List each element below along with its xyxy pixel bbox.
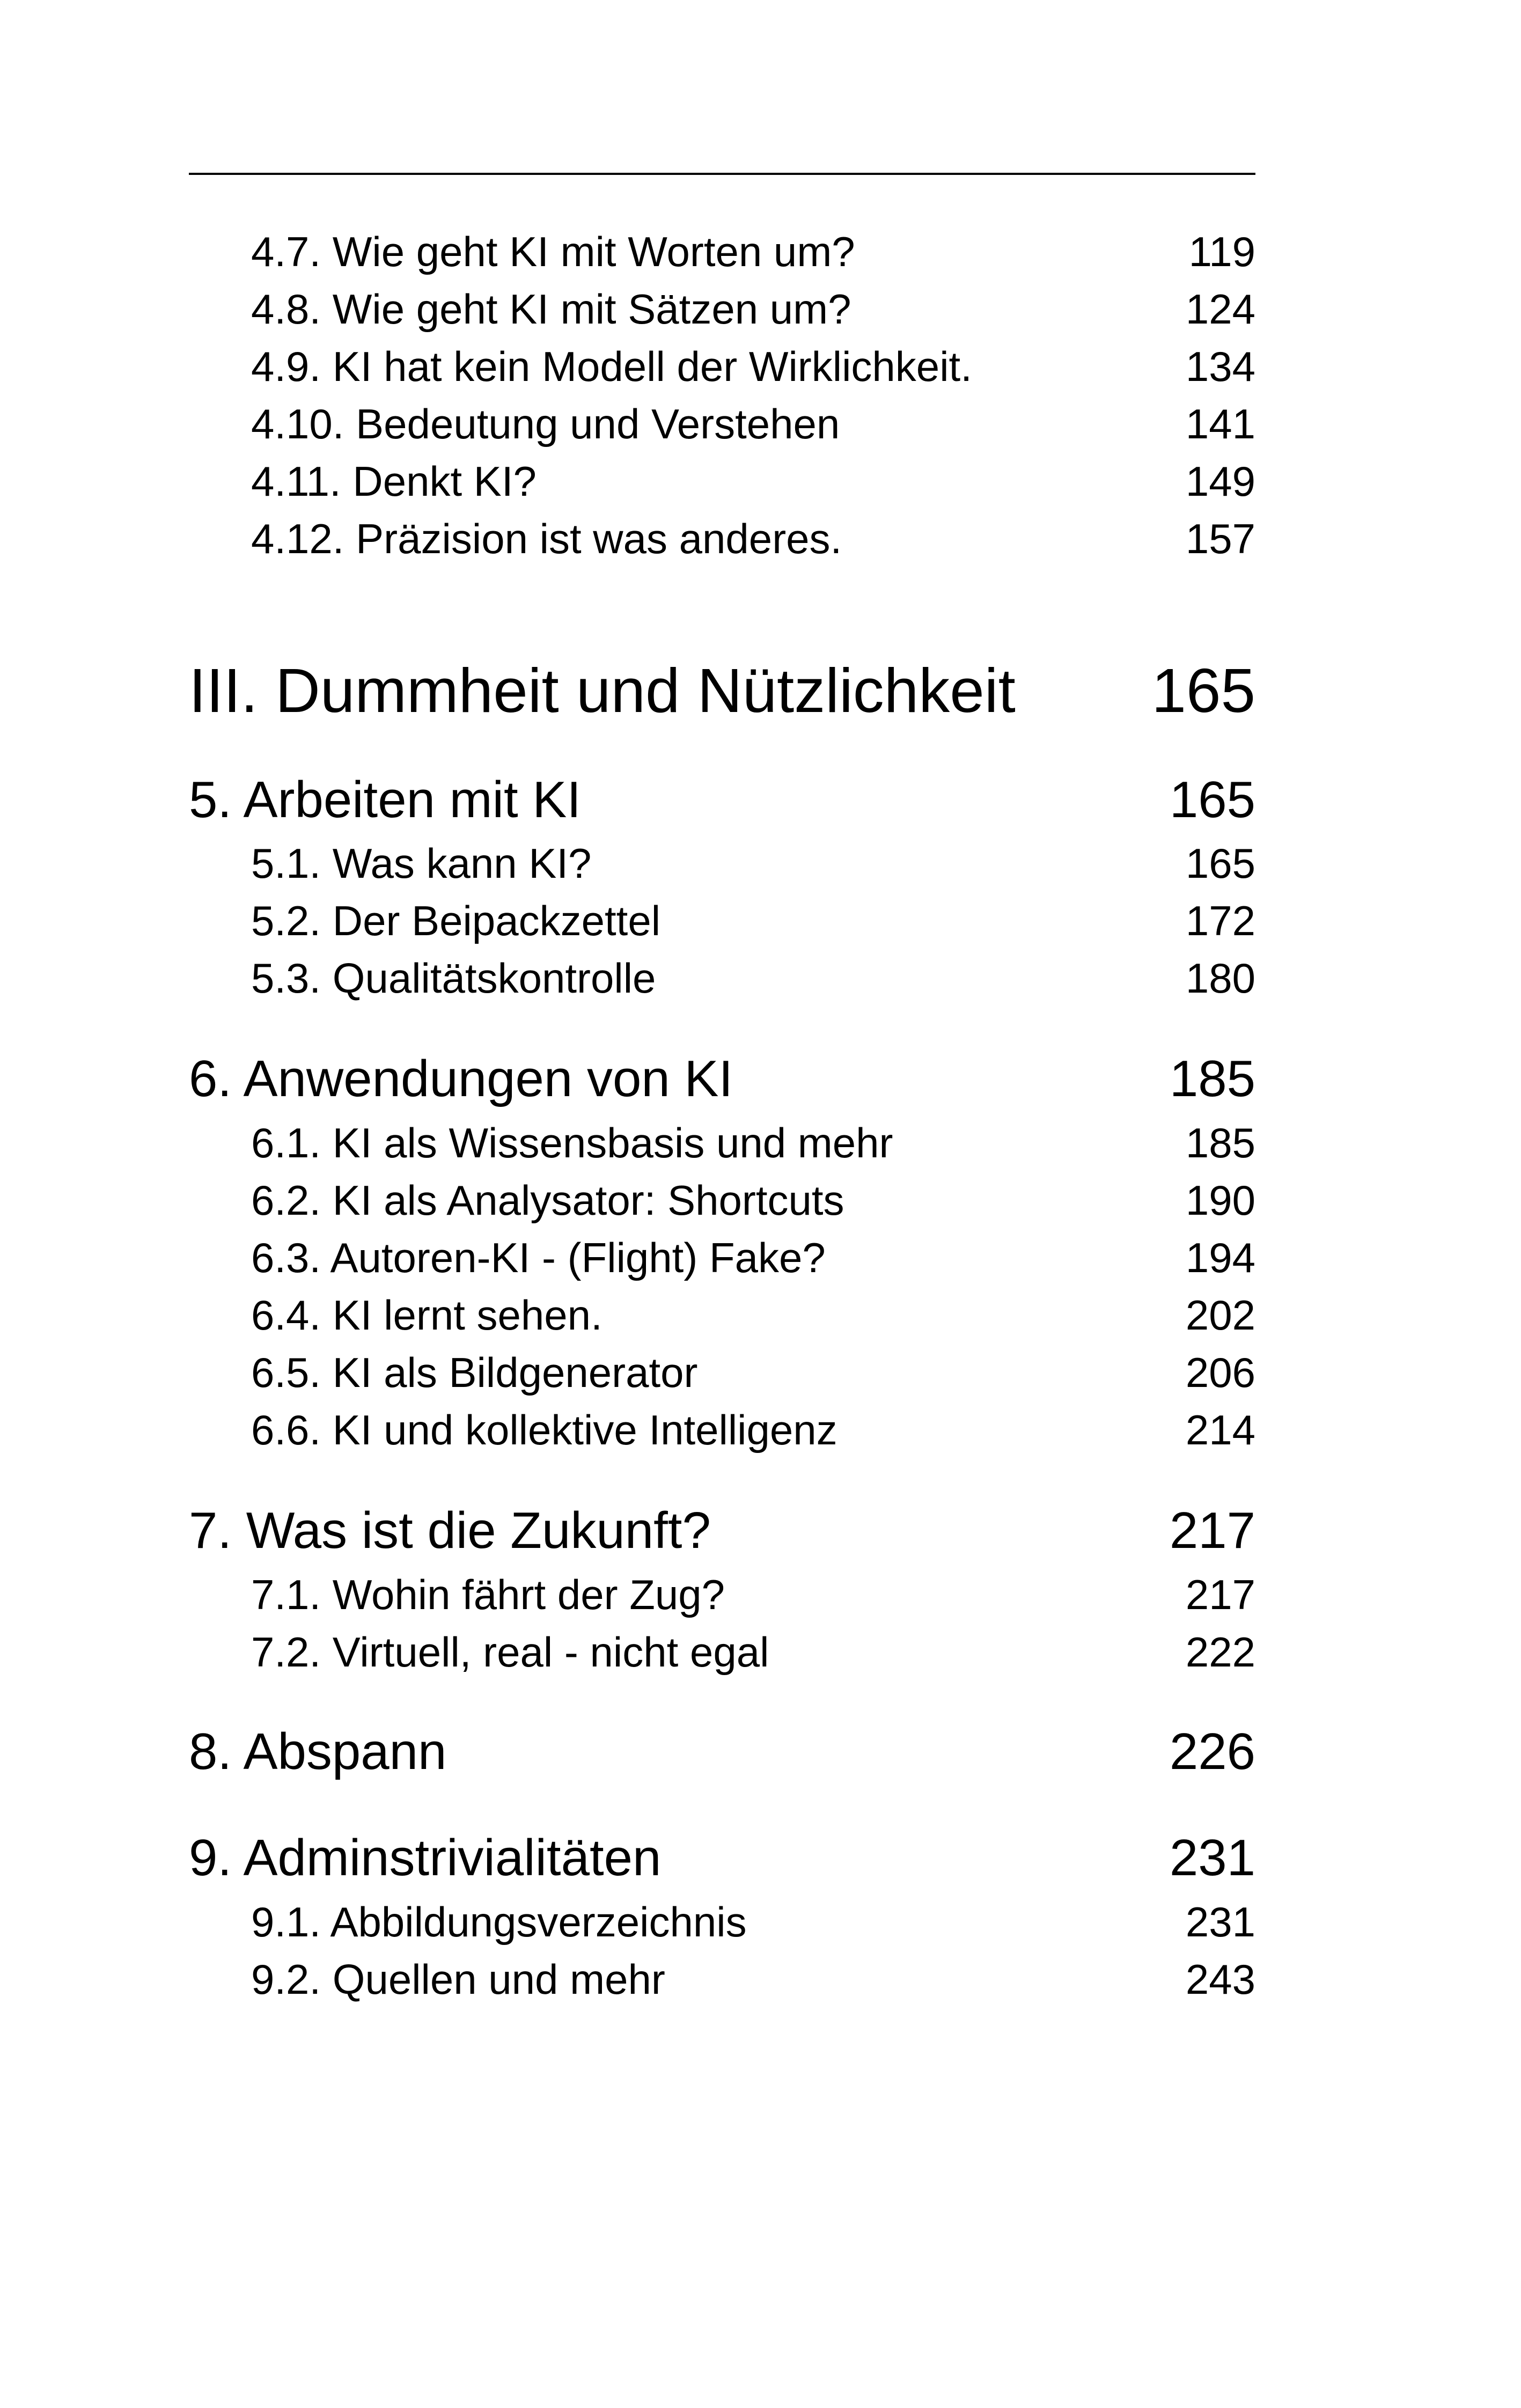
toc-chapter-6[interactable] — [189, 1049, 1255, 1108]
toc-entry-title: 7.1. Wohin fährt der Zug? — [251, 1571, 725, 1618]
toc-entry-title: 4.9. KI hat kein Modell der Wirklichkeit. — [251, 343, 972, 390]
toc-part-title: III. Dummheit und Nützlichkeit — [189, 656, 1016, 725]
toc-entry-page: 134 — [1185, 343, 1255, 390]
toc-entry-page: 222 — [1185, 1628, 1255, 1676]
toc-entry-7-1[interactable] — [189, 1570, 1255, 1619]
toc-entry-title: 6.2. KI als Analysator: Shortcuts — [251, 1177, 844, 1224]
toc-entry-5-3[interactable] — [189, 954, 1255, 1003]
toc-entry-title: 9.1. Abbildungsverzeichnis — [251, 1898, 747, 1946]
toc-entry-page: 243 — [1185, 1956, 1255, 2003]
toc-entry-9-2[interactable] — [189, 1955, 1255, 2004]
toc-entry-title: 4.11. Denkt KI? — [251, 458, 537, 505]
header-rule — [189, 173, 1255, 175]
toc-entry-title: 4.8. Wie geht KI mit Sätzen um? — [251, 285, 851, 333]
toc-chapter-page: 231 — [1169, 1829, 1255, 1886]
toc-chapter-page: 217 — [1169, 1502, 1255, 1559]
toc-entry-page: 190 — [1185, 1177, 1255, 1224]
toc-entry-6-2[interactable] — [189, 1176, 1255, 1225]
toc-entry-6-6[interactable] — [189, 1406, 1255, 1455]
toc-entry-page: 202 — [1185, 1291, 1255, 1339]
toc-entry-4-7[interactable] — [189, 227, 1255, 276]
toc-entry-title: 5.3. Qualitätskontrolle — [251, 955, 656, 1002]
toc-entry-6-3[interactable] — [189, 1234, 1255, 1282]
toc-entry-page: 141 — [1185, 400, 1255, 447]
toc-chapter-page: 226 — [1169, 1723, 1255, 1780]
toc-chapter-page: 185 — [1169, 1050, 1255, 1107]
toc-entry-page: 119 — [1188, 228, 1255, 275]
toc-entry-4-11[interactable] — [189, 457, 1255, 506]
toc-chapter-title: 7. Was ist die Zukunft? — [189, 1502, 711, 1559]
toc-entry-title: 9.2. Quellen und mehr — [251, 1956, 665, 2003]
toc-entry-page: 172 — [1185, 897, 1255, 944]
toc-chapter-title: 6. Anwendungen von KI — [189, 1050, 733, 1107]
toc-entry-7-2[interactable] — [189, 1628, 1255, 1677]
toc-entry-page: 124 — [1185, 285, 1255, 333]
toc-entry-page: 165 — [1185, 840, 1255, 887]
toc-entry-4-10[interactable] — [189, 400, 1255, 449]
toc-entry-5-1[interactable] — [189, 839, 1255, 888]
toc-chapter-9[interactable] — [189, 1829, 1255, 1888]
toc-entry-page: 231 — [1185, 1898, 1255, 1946]
toc-entry-title: 6.5. KI als Bildgenerator — [251, 1349, 698, 1396]
toc-chapter-title: 9. Adminstrivialitäten — [189, 1829, 662, 1886]
toc-entry-4-9[interactable] — [189, 342, 1255, 391]
toc-entry-title: 6.4. KI lernt sehen. — [251, 1291, 602, 1339]
toc-entry-title: 6.3. Autoren-KI - (Flight) Fake? — [251, 1234, 826, 1281]
toc-chapter-8[interactable] — [189, 1722, 1255, 1781]
toc-entry-page: 157 — [1185, 515, 1255, 562]
toc-entry-4-12[interactable] — [189, 515, 1255, 563]
toc-entry-9-1[interactable] — [189, 1898, 1255, 1947]
toc-entry-page: 149 — [1185, 458, 1255, 505]
toc-entry-page: 214 — [1185, 1406, 1255, 1453]
toc-entry-4-8[interactable] — [189, 285, 1255, 334]
toc-entry-title: 4.12. Präzision ist was anderes. — [251, 515, 842, 562]
toc-chapter-title: 8. Abspann — [189, 1723, 447, 1780]
toc-entry-page: 194 — [1185, 1234, 1255, 1281]
toc-entry-page: 217 — [1185, 1571, 1255, 1618]
toc-part-3[interactable] — [189, 655, 1255, 726]
toc-part-page: 165 — [1151, 656, 1255, 725]
toc-chapter-7[interactable] — [189, 1501, 1255, 1560]
toc-entry-title: 6.6. KI und kollektive Intelligenz — [251, 1406, 837, 1453]
toc-chapter-5[interactable] — [189, 770, 1255, 829]
toc-chapter-title: 5. Arbeiten mit KI — [189, 771, 582, 828]
toc-entry-title: 4.7. Wie geht KI mit Worten um? — [251, 228, 855, 275]
toc-entry-6-4[interactable] — [189, 1291, 1255, 1340]
toc-chapter-page: 165 — [1169, 771, 1255, 828]
toc-entry-title: 5.2. Der Beipackzettel — [251, 897, 661, 944]
toc-entry-page: 180 — [1185, 955, 1255, 1002]
toc-entry-title: 4.10. Bedeutung und Verstehen — [251, 400, 840, 447]
toc-entry-page: 206 — [1185, 1349, 1255, 1396]
toc-entry-title: 7.2. Virtuell, real - nicht egal — [251, 1628, 769, 1676]
toc-entry-title: 6.1. KI als Wissensbasis und mehr — [251, 1119, 893, 1166]
toc-entry-6-5[interactable] — [189, 1348, 1255, 1397]
toc-entry-title: 5.1. Was kann KI? — [251, 840, 592, 887]
toc-entry-5-2[interactable] — [189, 897, 1255, 945]
toc-entry-page: 185 — [1185, 1119, 1255, 1166]
toc-entry-6-1[interactable] — [189, 1119, 1255, 1168]
